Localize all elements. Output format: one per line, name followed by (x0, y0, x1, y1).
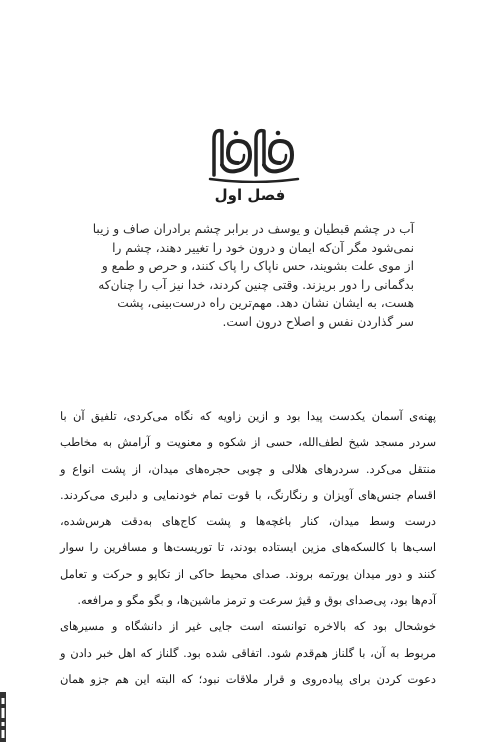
body-line: منتقل می‌کرد. سردرهای هلالی و چوبی حجره‌های میدان، از پشت انواع و (60, 461, 436, 476)
chapter-ornament-icon (208, 125, 300, 183)
epigraph-line: سر گذاردن نفس و اصلاح درون است. (222, 314, 414, 329)
epigraph-paragraph (92, 220, 414, 331)
body-line: کنند و دور میدان یورتمه بروند. صدای محیط حاکی از تکاپو و حرکت و تعامل (60, 566, 436, 581)
body-line: اسب‌ها با کالسکه‌های مزین ایستاده بودند، تا توریست‌ها و مسافرین را سوار (60, 540, 436, 555)
chapter-title: فصل اول (214, 186, 286, 204)
epigraph-line: بدگمانی را دور بریزند. وقتی چنین کردند، خدا نیز آب را چنان‌که (98, 277, 414, 292)
epigraph-line: از موی علت بشویند، حس ناپاک را پاک کنند، و حرص و طمع و (101, 259, 414, 273)
body-line: دعوت کردن برای پیاده‌روی و قرار ملاقات نبود؛ که البته این هم جزو همان (60, 671, 436, 686)
epigraph-line: نمی‌شود مگر آن‌که ایمان و درون خود را تغییر دهند، چشم را (112, 240, 414, 255)
body-line: خوشحال بود که بالاخره توانسته است جایی غیر از دانشگاه و مسیرهای (60, 619, 436, 634)
body-line: آدم‌ها بود، پی‌صدای بوق و قیژ سرعت و ترمز ماشین‌ها، و بگو مگو و مرافعه. (77, 593, 436, 608)
body-line: درست وسط میدان، کنار باغچه‌ها و پشت کاج‌های به‌دقت هرس‌شده، (60, 514, 436, 529)
body-line: مربوط به آن، با گلناز هم‌قدم شود. اتفاقی شده بود. گلناز که اهل خبر دادن و (60, 645, 436, 660)
body-line: سردر مسجد شیخ لطف‌الله، حسی از شکوه و معنویت و آرامش به مخاطب (60, 435, 436, 450)
body-paragraphs (60, 403, 436, 692)
epigraph-line: هست، به ایشان نشان دهد. مهم‌ترین راه درست‌بینی، پشت (117, 296, 414, 310)
epigraph-line: آب در چشم قبطیان و یوسف در برابر چشم برادران صاف و زیبا (92, 222, 414, 236)
body-line: اقسام جنس‌های آویزان و رنگارنگ، با قوت تمام خودنمایی و دلبری می‌کردند. (60, 487, 436, 502)
publisher-logo-icon (0, 692, 10, 742)
body-line: پهنه‌ی آسمان یکدست پیدا بود و ازین زاویه که نگاه می‌کردی، تلفیق آن با (60, 409, 436, 423)
